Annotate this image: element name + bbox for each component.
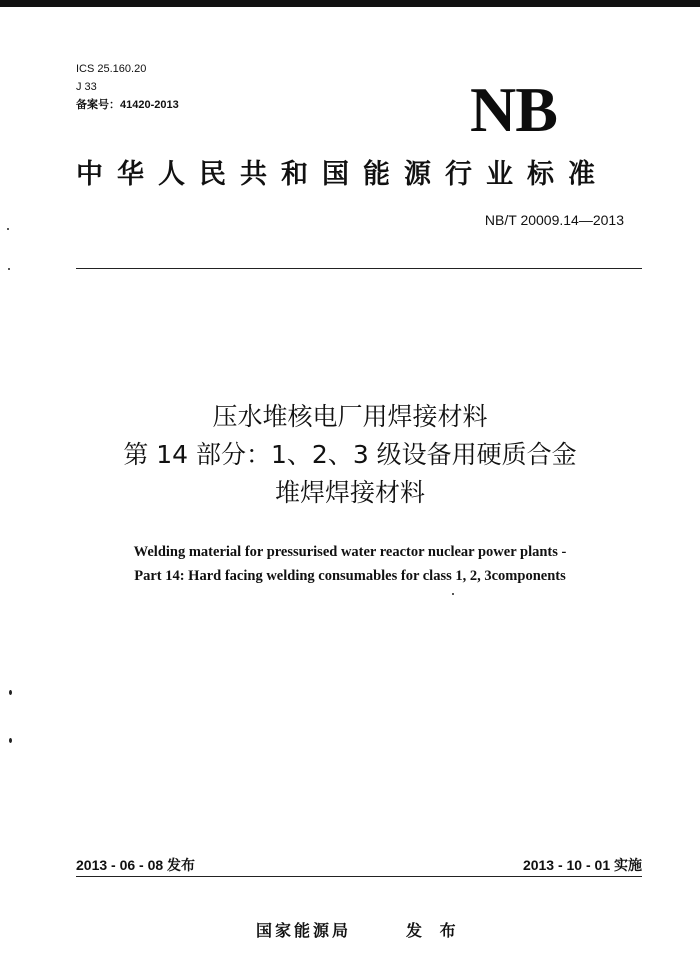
english-title-line-2: Part 14: Hard facing welding consumables for class 1, 2, 3components xyxy=(134,568,566,584)
chinese-title-line-2: 第 14 部分：1、2、3 级设备用硬质合金 xyxy=(123,440,577,469)
implementation-date: 2013 - 10 - 01 实施 xyxy=(522,857,642,873)
organization-title: 中华人民共和国能源行业标准 xyxy=(76,159,609,190)
ics-code: ICS 25.160.20 xyxy=(76,63,147,75)
ccs-code: J 33 xyxy=(76,81,97,93)
classification-block xyxy=(76,60,179,114)
footer-divider xyxy=(76,876,642,877)
issuing-authority: 国家能源局 xyxy=(256,921,352,940)
chinese-title xyxy=(0,398,700,512)
scan-speck xyxy=(452,593,454,595)
issue-label: 发 布 xyxy=(406,921,462,940)
english-title xyxy=(0,540,700,588)
issue-date: 2013 - 06 - 08 发布 xyxy=(76,857,196,873)
top-border xyxy=(0,0,700,7)
header-divider xyxy=(76,268,642,269)
scan-speck xyxy=(7,228,9,230)
chinese-title-line-3: 堆焊焊接材料 xyxy=(274,478,425,507)
chinese-title-line-1: 压水堆核电厂用焊接材料 xyxy=(212,402,488,431)
scan-speck xyxy=(9,738,12,743)
standard-number: NB/T 20009.14—2013 xyxy=(484,212,624,228)
english-title-line-1: Welding material for pressurised water reactor nuclear power plants - xyxy=(133,544,567,560)
scan-speck xyxy=(8,268,10,270)
scan-speck xyxy=(9,690,12,695)
filing-number: 备案号：41420-2013 xyxy=(76,99,179,111)
nb-logo: NB xyxy=(470,74,557,145)
